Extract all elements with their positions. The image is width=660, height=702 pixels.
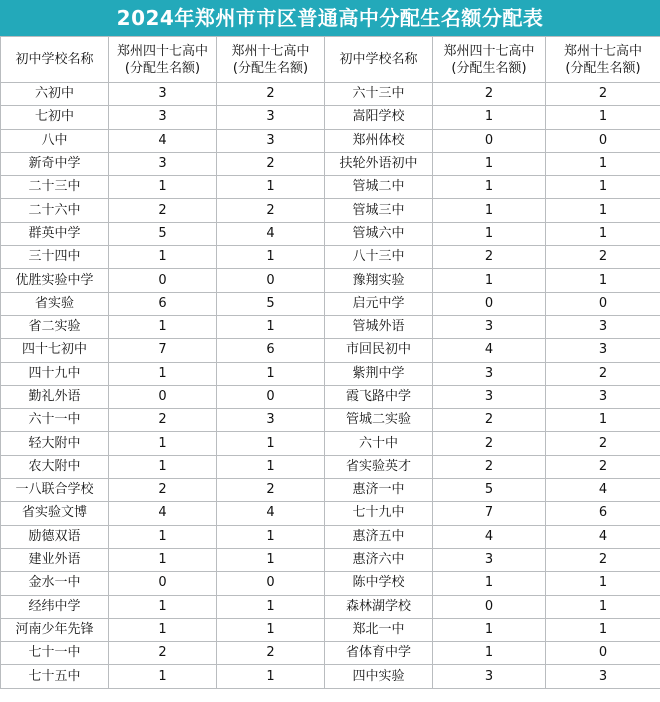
school-left-cell: 四十九中 xyxy=(1,362,109,385)
header-47-left-line1: 郑州四十七高中 xyxy=(116,43,208,59)
table-row xyxy=(1,595,660,618)
quota-47-left-cell: 0 xyxy=(109,385,217,408)
table-row xyxy=(1,385,660,408)
school-right-cell: 霞飞路中学 xyxy=(325,385,433,408)
school-right-cell: 省体育中学 xyxy=(325,642,433,665)
quota-17-left-cell: 1 xyxy=(217,595,325,618)
quota-17-left-cell: 1 xyxy=(217,362,325,385)
quota-17-left-cell: 4 xyxy=(217,502,325,525)
quota-17-right-cell: 3 xyxy=(546,339,660,362)
school-left-cell: 河南少年先锋 xyxy=(1,618,109,641)
header-47-right xyxy=(433,37,546,83)
school-left-cell: 一八联合学校 xyxy=(1,479,109,502)
table-row xyxy=(1,618,660,641)
header-17-left xyxy=(217,37,325,83)
table-row xyxy=(1,199,660,222)
school-left-cell: 轻大附中 xyxy=(1,432,109,455)
quota-47-right-cell: 2 xyxy=(433,409,546,432)
quota-47-right-cell: 1 xyxy=(433,222,546,245)
quota-17-left-cell: 6 xyxy=(217,339,325,362)
school-right-cell: 嵩阳学校 xyxy=(325,106,433,129)
quota-17-right-cell: 2 xyxy=(546,455,660,478)
table-row xyxy=(1,129,660,152)
quota-17-right-cell: 2 xyxy=(546,246,660,269)
quota-47-left-cell: 2 xyxy=(109,642,217,665)
header-school-left: 初中学校名称 xyxy=(1,37,109,83)
quota-47-left-cell: 0 xyxy=(109,572,217,595)
quota-17-right-cell: 1 xyxy=(546,409,660,432)
quota-17-left-cell: 1 xyxy=(217,618,325,641)
school-left-cell: 八中 xyxy=(1,129,109,152)
quota-47-left-cell: 1 xyxy=(109,246,217,269)
school-left-cell: 农大附中 xyxy=(1,455,109,478)
table-row xyxy=(1,222,660,245)
quota-17-left-cell: 4 xyxy=(217,222,325,245)
header-17-left-line1: 郑州十七高中 xyxy=(231,43,310,59)
quota-17-left-cell: 1 xyxy=(217,665,325,688)
quota-47-right-cell: 1 xyxy=(433,572,546,595)
quota-17-left-cell: 0 xyxy=(217,385,325,408)
school-right-cell: 八十三中 xyxy=(325,246,433,269)
school-left-cell: 优胜实验中学 xyxy=(1,269,109,292)
header-school-right: 初中学校名称 xyxy=(325,37,433,83)
quota-47-right-cell: 1 xyxy=(433,199,546,222)
header-17-right-line2: (分配生名额) xyxy=(565,60,641,76)
header-row xyxy=(1,37,660,83)
school-left-cell: 六十一中 xyxy=(1,409,109,432)
quota-17-left-cell: 2 xyxy=(217,83,325,106)
quota-17-right-cell: 2 xyxy=(546,432,660,455)
quota-17-left-cell: 5 xyxy=(217,292,325,315)
school-left-cell: 二十三中 xyxy=(1,176,109,199)
quota-47-right-cell: 1 xyxy=(433,269,546,292)
school-left-cell: 励德双语 xyxy=(1,525,109,548)
quota-17-left-cell: 1 xyxy=(217,432,325,455)
quota-47-right-cell: 0 xyxy=(433,292,546,315)
quota-47-left-cell: 2 xyxy=(109,409,217,432)
quota-47-left-cell: 1 xyxy=(109,432,217,455)
quota-47-right-cell: 0 xyxy=(433,129,546,152)
quota-17-right-cell: 0 xyxy=(546,129,660,152)
school-right-cell: 管城六中 xyxy=(325,222,433,245)
header-47-right-line2: (分配生名额) xyxy=(451,60,527,76)
quota-47-right-cell: 1 xyxy=(433,152,546,175)
quota-17-right-cell: 6 xyxy=(546,502,660,525)
school-right-cell: 惠济五中 xyxy=(325,525,433,548)
table-row xyxy=(1,502,660,525)
school-right-cell: 启元中学 xyxy=(325,292,433,315)
quota-47-right-cell: 4 xyxy=(433,339,546,362)
header-17-right xyxy=(546,37,660,83)
table-row xyxy=(1,665,660,688)
quota-17-left-cell: 3 xyxy=(217,106,325,129)
quota-17-left-cell: 1 xyxy=(217,246,325,269)
quota-47-right-cell: 3 xyxy=(433,665,546,688)
quota-47-left-cell: 1 xyxy=(109,176,217,199)
table-row xyxy=(1,362,660,385)
allocation-table xyxy=(0,36,660,689)
school-right-cell: 惠济一中 xyxy=(325,479,433,502)
school-right-cell: 豫翔实验 xyxy=(325,269,433,292)
school-right-cell: 六十三中 xyxy=(325,83,433,106)
quota-47-right-cell: 2 xyxy=(433,432,546,455)
quota-47-left-cell: 1 xyxy=(109,618,217,641)
quota-17-left-cell: 2 xyxy=(217,152,325,175)
school-right-cell: 六十中 xyxy=(325,432,433,455)
table-row xyxy=(1,432,660,455)
school-right-cell: 管城三中 xyxy=(325,199,433,222)
quota-47-left-cell: 4 xyxy=(109,502,217,525)
quota-17-right-cell: 4 xyxy=(546,479,660,502)
quota-17-right-cell: 3 xyxy=(546,315,660,338)
quota-17-left-cell: 3 xyxy=(217,129,325,152)
quota-17-left-cell: 1 xyxy=(217,176,325,199)
quota-17-right-cell: 1 xyxy=(546,572,660,595)
header-17-left-line2: (分配生名额) xyxy=(232,60,309,76)
quota-47-right-cell: 3 xyxy=(433,548,546,571)
school-right-cell: 四中实验 xyxy=(325,665,433,688)
school-left-cell: 经纬中学 xyxy=(1,595,109,618)
quota-17-right-cell: 1 xyxy=(546,222,660,245)
quota-17-right-cell: 1 xyxy=(546,106,660,129)
school-right-cell: 紫荆中学 xyxy=(325,362,433,385)
quota-47-right-cell: 0 xyxy=(433,595,546,618)
quota-47-right-cell: 1 xyxy=(433,642,546,665)
quota-17-right-cell: 4 xyxy=(546,525,660,548)
quota-17-right-cell: 1 xyxy=(546,269,660,292)
quota-47-left-cell: 0 xyxy=(109,269,217,292)
quota-17-right-cell: 0 xyxy=(546,292,660,315)
quota-47-left-cell: 7 xyxy=(109,339,217,362)
quota-17-left-cell: 2 xyxy=(217,479,325,502)
quota-47-left-cell: 1 xyxy=(109,362,217,385)
school-left-cell: 七十一中 xyxy=(1,642,109,665)
school-left-cell: 金水一中 xyxy=(1,572,109,595)
quota-47-left-cell: 4 xyxy=(109,129,217,152)
table-row xyxy=(1,152,660,175)
quota-47-left-cell: 6 xyxy=(109,292,217,315)
school-right-cell: 惠济六中 xyxy=(325,548,433,571)
table-row xyxy=(1,479,660,502)
quota-47-right-cell: 7 xyxy=(433,502,546,525)
quota-17-right-cell: 1 xyxy=(546,199,660,222)
quota-47-right-cell: 3 xyxy=(433,362,546,385)
quota-17-right-cell: 1 xyxy=(546,595,660,618)
school-right-cell: 陈中学校 xyxy=(325,572,433,595)
quota-47-left-cell: 1 xyxy=(109,665,217,688)
quota-17-right-cell: 3 xyxy=(546,385,660,408)
school-right-cell: 扶轮外语初中 xyxy=(325,152,433,175)
quota-47-right-cell: 2 xyxy=(433,83,546,106)
quota-17-left-cell: 2 xyxy=(217,199,325,222)
quota-17-right-cell: 1 xyxy=(546,618,660,641)
table-row xyxy=(1,409,660,432)
school-right-cell: 七十九中 xyxy=(325,502,433,525)
school-left-cell: 建业外语 xyxy=(1,548,109,571)
quota-17-left-cell: 1 xyxy=(217,315,325,338)
header-17-right-line1: 郑州十七高中 xyxy=(563,43,642,59)
quota-17-left-cell: 1 xyxy=(217,548,325,571)
school-right-cell: 郑北一中 xyxy=(325,618,433,641)
table-row xyxy=(1,292,660,315)
school-left-cell: 群英中学 xyxy=(1,222,109,245)
quota-47-left-cell: 5 xyxy=(109,222,217,245)
quota-47-left-cell: 1 xyxy=(109,548,217,571)
table-row xyxy=(1,106,660,129)
quota-17-right-cell: 1 xyxy=(546,152,660,175)
school-left-cell: 勤礼外语 xyxy=(1,385,109,408)
table-row xyxy=(1,525,660,548)
quota-17-left-cell: 1 xyxy=(217,455,325,478)
school-left-cell: 省实验文博 xyxy=(1,502,109,525)
quota-17-right-cell: 2 xyxy=(546,362,660,385)
school-right-cell: 市回民初中 xyxy=(325,339,433,362)
quota-17-right-cell: 2 xyxy=(546,83,660,106)
quota-17-right-cell: 1 xyxy=(546,176,660,199)
school-right-cell: 管城二中 xyxy=(325,176,433,199)
quota-17-right-cell: 3 xyxy=(546,665,660,688)
table-row xyxy=(1,548,660,571)
quota-17-left-cell: 0 xyxy=(217,572,325,595)
quota-47-right-cell: 3 xyxy=(433,315,546,338)
quota-17-left-cell: 2 xyxy=(217,642,325,665)
quota-47-left-cell: 3 xyxy=(109,152,217,175)
quota-47-left-cell: 2 xyxy=(109,479,217,502)
table-row xyxy=(1,246,660,269)
school-left-cell: 省二实验 xyxy=(1,315,109,338)
quota-17-left-cell: 3 xyxy=(217,409,325,432)
quota-47-left-cell: 3 xyxy=(109,83,217,106)
quota-47-left-cell: 2 xyxy=(109,199,217,222)
quota-17-right-cell: 0 xyxy=(546,642,660,665)
quota-47-left-cell: 1 xyxy=(109,525,217,548)
school-right-cell: 省实验英才 xyxy=(325,455,433,478)
school-left-cell: 六初中 xyxy=(1,83,109,106)
table-row xyxy=(1,572,660,595)
table-row xyxy=(1,176,660,199)
school-left-cell: 七十五中 xyxy=(1,665,109,688)
header-47-right-line1: 郑州四十七高中 xyxy=(443,43,535,59)
school-left-cell: 四十七初中 xyxy=(1,339,109,362)
quota-47-right-cell: 1 xyxy=(433,176,546,199)
quota-47-left-cell: 3 xyxy=(109,106,217,129)
quota-47-right-cell: 5 xyxy=(433,479,546,502)
table-row xyxy=(1,455,660,478)
school-right-cell: 管城二实验 xyxy=(325,409,433,432)
quota-47-left-cell: 1 xyxy=(109,595,217,618)
table-title: 2024年郑州市市区普通高中分配生名额分配表 xyxy=(0,0,660,36)
quota-17-right-cell: 2 xyxy=(546,548,660,571)
school-left-cell: 七初中 xyxy=(1,106,109,129)
quota-47-left-cell: 1 xyxy=(109,455,217,478)
school-left-cell: 二十六中 xyxy=(1,199,109,222)
school-left-cell: 省实验 xyxy=(1,292,109,315)
quota-47-right-cell: 1 xyxy=(433,106,546,129)
school-left-cell: 新奇中学 xyxy=(1,152,109,175)
header-47-left-line2: (分配生名额) xyxy=(124,60,201,76)
quota-47-right-cell: 1 xyxy=(433,618,546,641)
school-right-cell: 郑州体校 xyxy=(325,129,433,152)
school-right-cell: 森林湖学校 xyxy=(325,595,433,618)
table-body xyxy=(1,83,660,689)
header-47-left xyxy=(109,37,217,83)
school-left-cell: 三十四中 xyxy=(1,246,109,269)
quota-47-right-cell: 4 xyxy=(433,525,546,548)
quota-47-right-cell: 3 xyxy=(433,385,546,408)
table-row xyxy=(1,269,660,292)
quota-47-left-cell: 1 xyxy=(109,315,217,338)
quota-17-left-cell: 1 xyxy=(217,525,325,548)
quota-47-right-cell: 2 xyxy=(433,455,546,478)
table-row xyxy=(1,315,660,338)
quota-47-right-cell: 2 xyxy=(433,246,546,269)
table-row xyxy=(1,642,660,665)
table-row xyxy=(1,83,660,106)
school-right-cell: 管城外语 xyxy=(325,315,433,338)
table-row xyxy=(1,339,660,362)
quota-17-left-cell: 0 xyxy=(217,269,325,292)
